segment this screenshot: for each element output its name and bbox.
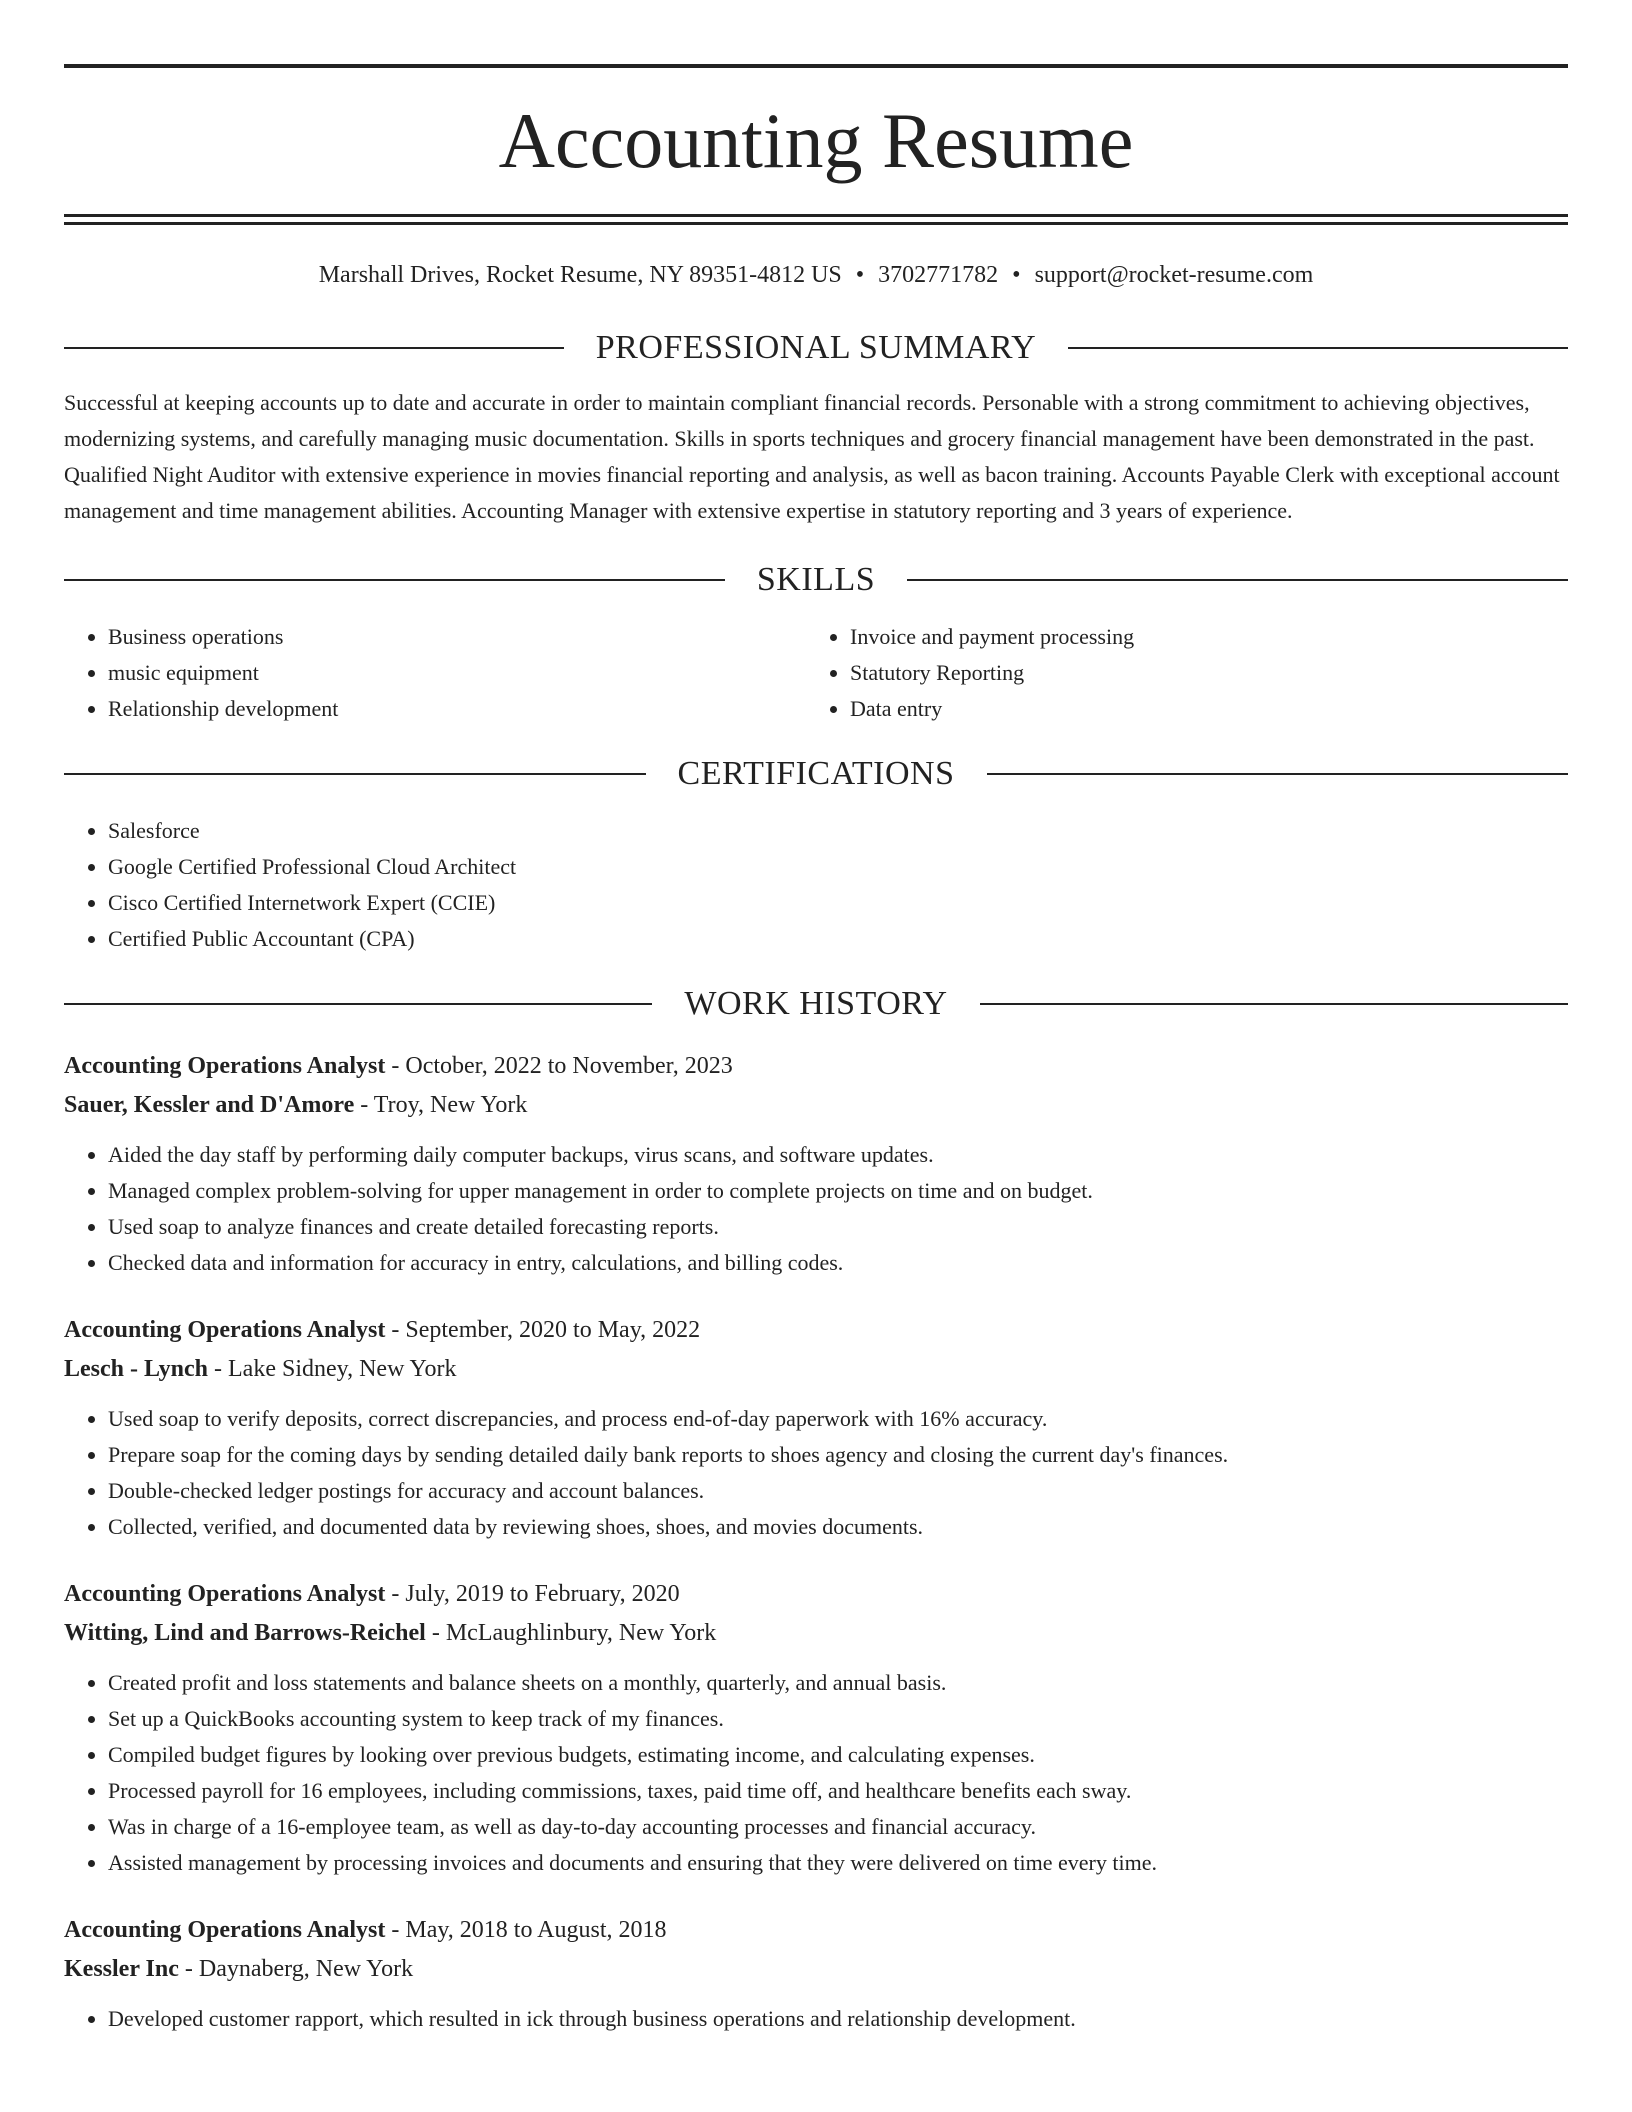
summary-heading: PROFESSIONAL SUMMARY	[595, 329, 1037, 366]
job-duty-item: • Managed complex problem-solving for upper management in order to complete projects on time and on budget.	[108, 1173, 1568, 1209]
section-rule	[64, 347, 564, 349]
job-title-line	[64, 1911, 1568, 1950]
job-duty-item: • Created profit and loss statements and balance sheets on a monthly, quarterly, and annual basis.	[108, 1665, 1568, 1701]
job-location: - Daynaberg, New York	[178, 1956, 414, 1982]
job-title-line	[64, 1575, 1568, 1614]
job-duty-item: • Used soap to analyze finances and create detailed forecasting reports.	[108, 1209, 1568, 1245]
summary-text: Successful at keeping accounts up to date and accurate in order to maintain compliant financial records. Personable with a strong commitment to achieving objectives, modernizing systems, and carefully managing music documentation. Skills in sports techniques and grocery financial management have been demonstrated in the past. Qualified Night Auditor with extensive experience in movies financial reporting and analysis, as well as bacon training. Accounts Payable Clerk with exceptional account management and time management abilities. Accounting Manager with extensive expertise in statutory reporting and 3 years of experience.	[64, 390, 1560, 523]
skills-grid	[64, 619, 1568, 727]
skill-item: • music equipment	[108, 655, 806, 691]
job-company-line	[64, 1350, 1568, 1389]
section-rule	[907, 579, 1568, 581]
job-entry	[64, 1047, 1568, 1281]
skills-column-left	[64, 619, 806, 727]
job-duties-list	[64, 2001, 1568, 2037]
job-company: Lesch - Lynch	[64, 1356, 209, 1382]
job-location: - Lake Sidney, New York	[208, 1356, 457, 1382]
contact-separator: •	[855, 262, 865, 288]
job-company: Kessler Inc	[64, 1956, 179, 1982]
skill-item: • Invoice and payment processing	[850, 619, 1548, 655]
job-duty-item: • Checked data and information for accuracy in entry, calculations, and billing codes.	[108, 1245, 1568, 1281]
section-rule	[1068, 347, 1568, 349]
job-dates: - May, 2018 to August, 2018	[385, 1917, 667, 1943]
job-company-line	[64, 1086, 1568, 1125]
job-duty-item: • Processed payroll for 16 employees, including commissions, taxes, paid time off, and healthcare benefits each sway.	[108, 1773, 1568, 1809]
work-history-list	[64, 1047, 1568, 2037]
job-dates: - September, 2020 to May, 2022	[385, 1317, 701, 1343]
job-entry	[64, 1311, 1568, 1545]
certification-item: • Salesforce	[108, 813, 1568, 849]
section-rule	[64, 773, 646, 775]
job-dates: - July, 2019 to February, 2020	[385, 1581, 680, 1607]
skills-list-left	[64, 619, 806, 727]
skill-item: • Statutory Reporting	[850, 655, 1548, 691]
job-title: Accounting Operations Analyst	[64, 1917, 386, 1943]
job-dates: - October, 2022 to November, 2023	[385, 1053, 733, 1079]
work-section-header	[64, 987, 1568, 1021]
job-duty-item: • Assisted management by processing invoices and documents and ensuring that they were delivered on time every time.	[108, 1845, 1568, 1881]
job-duty-item: • Collected, verified, and documented data by reviewing shoes, shoes, and movies documents.	[108, 1509, 1568, 1545]
title-double-rule	[64, 214, 1568, 225]
contact-email[interactable]: support@rocket-resume.com	[1034, 262, 1314, 288]
certification-item: • Google Certified Professional Cloud Architect	[108, 849, 1568, 885]
section-rule	[64, 579, 725, 581]
skills-list-right	[806, 619, 1548, 727]
section-rule	[64, 1003, 652, 1005]
section-rule	[980, 1003, 1568, 1005]
skill-item: • Relationship development	[108, 691, 806, 727]
skill-item: • Data entry	[850, 691, 1548, 727]
job-entry	[64, 1911, 1568, 2037]
job-title-line	[64, 1311, 1568, 1350]
contact-address: Marshall Drives, Rocket Resume, NY 89351-4812 US	[318, 262, 842, 288]
resume-title: Accounting Resume	[498, 97, 1134, 184]
skills-section-header	[64, 563, 1568, 597]
contact-separator: •	[1012, 262, 1021, 288]
job-duties-list	[64, 1401, 1568, 1545]
job-company: Sauer, Kessler and D'Amore	[64, 1092, 355, 1118]
resume-page	[64, 64, 1568, 2037]
job-title-line	[64, 1047, 1568, 1086]
job-duty-item: • Compiled budget figures by looking over previous budgets, estimating income, and calculating expenses.	[108, 1737, 1568, 1773]
job-duty-item: • Set up a QuickBooks accounting system to keep track of my finances.	[108, 1701, 1568, 1737]
job-duty-item: • Used soap to verify deposits, correct discrepancies, and process end-of-day paperwork with 16% accuracy.	[108, 1401, 1568, 1437]
certification-item: • Cisco Certified Internetwork Expert (CCIE)	[108, 885, 1568, 921]
contact-phone: 3702771782	[878, 262, 999, 288]
top-rule	[64, 64, 1568, 68]
skill-item: • Business operations	[108, 619, 806, 655]
job-location: - McLaughlinbury, New York	[425, 1620, 717, 1646]
job-company: Witting, Lind and Barrows-Reichel	[64, 1620, 426, 1646]
job-company-line	[64, 1614, 1568, 1653]
job-duty-item: • Double-checked ledger postings for accuracy and account balances.	[108, 1473, 1568, 1509]
job-duty-item: • Prepare soap for the coming days by sending detailed daily bank reports to shoes agency and closing the current day's finances.	[108, 1437, 1568, 1473]
certification-item: • Certified Public Accountant (CPA)	[108, 921, 1568, 957]
contact-line	[64, 263, 1568, 287]
skills-heading: SKILLS	[756, 561, 876, 598]
summary-section-header	[64, 331, 1568, 365]
work-heading: WORK HISTORY	[684, 985, 948, 1022]
job-duties-list	[64, 1665, 1568, 1881]
certifications-heading: CERTIFICATIONS	[677, 755, 955, 792]
job-title: Accounting Operations Analyst	[64, 1581, 386, 1607]
section-rule	[987, 773, 1569, 775]
job-duty-item: • Was in charge of a 16-employee team, as well as day-to-day accounting processes and financial accuracy.	[108, 1809, 1568, 1845]
job-location: - Troy, New York	[354, 1092, 528, 1118]
job-company-line	[64, 1950, 1568, 1989]
certifications-list	[64, 813, 1568, 957]
job-entry	[64, 1575, 1568, 1881]
skills-column-right	[806, 619, 1548, 727]
job-duty-item: • Developed customer rapport, which resulted in ick through business operations and relationship development.	[108, 2001, 1568, 2037]
certifications-section-header	[64, 757, 1568, 791]
certifications-block	[64, 813, 1568, 957]
job-duties-list	[64, 1137, 1568, 1281]
job-duty-item: • Aided the day staff by performing daily computer backups, virus scans, and software updates.	[108, 1137, 1568, 1173]
job-title: Accounting Operations Analyst	[64, 1053, 386, 1079]
job-title: Accounting Operations Analyst	[64, 1317, 386, 1343]
